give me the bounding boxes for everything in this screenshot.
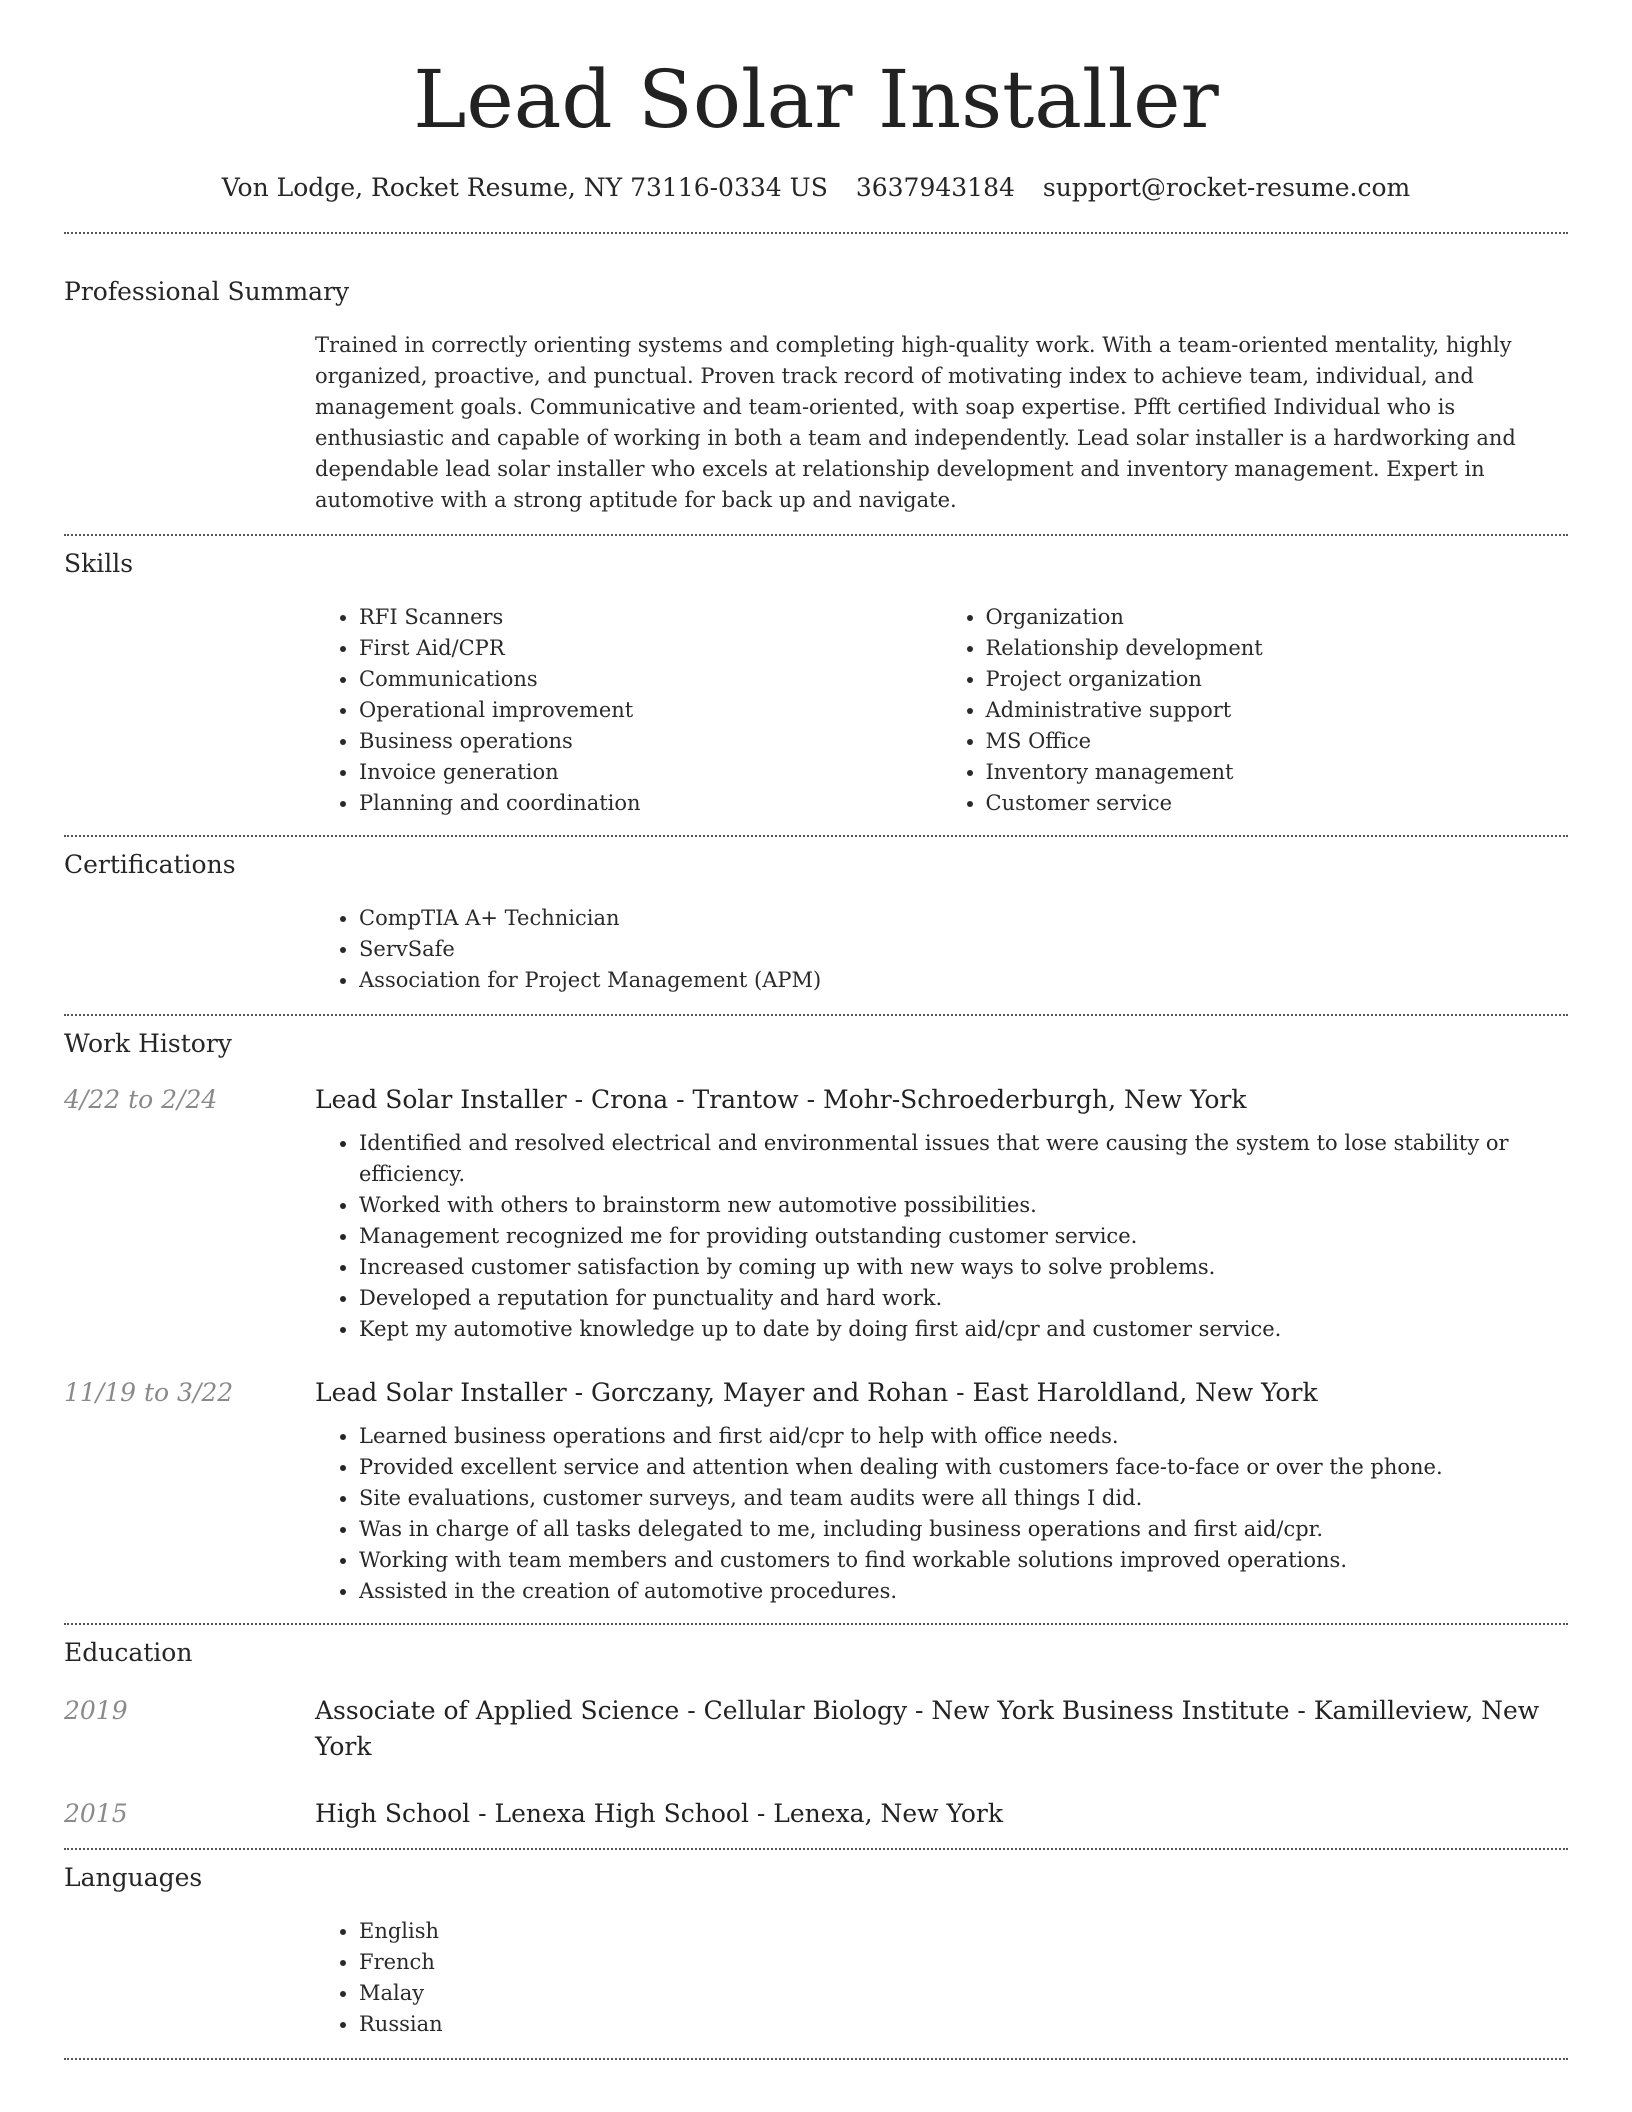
certifications-section <box>64 837 1568 1014</box>
list-item: • First Aid/CPR <box>359 633 942 664</box>
languages-section <box>64 1850 1568 2058</box>
education-year: 2015 <box>64 1799 128 1828</box>
summary-text: Trained in correctly orienting systems and completing high-quality work. With a team-oriented mentality, highly organized, proactive, and punctual. Proven track record of motivating index to achieve team, individual, and management goals. Communicative and team-oriented, with soap expertise. Pfft certified Individual who is enthusiastic and capable of working in both a team and independently. Lead solar installer is a hardworking and dependable lead solar installer who excels at relationship development and inventory management. Expert in automotive with a strong aptitude for back up and navigate. <box>315 333 1516 512</box>
list-item: • Management recognized me for providing outstanding customer service. <box>359 1221 1568 1252</box>
list-item: • Kept my automotive knowledge up to date by doing first aid/cpr and customer service. <box>359 1314 1568 1345</box>
job-dates: 11/19 to 3/22 <box>64 1378 234 1407</box>
list-item: • Was in charge of all tasks delegated to me, including business operations and first aid/cpr. <box>359 1514 1568 1545</box>
skills-section <box>64 536 1568 835</box>
job-heading: Lead Solar Installer - Gorczany, Mayer and Rohan - East Haroldland, New York <box>315 1378 1318 1407</box>
work-history-section <box>64 1016 1568 1623</box>
list-item: • French <box>359 1947 1568 1978</box>
list-item: • Inventory management <box>986 757 1569 788</box>
list-item: • ServSafe <box>359 934 1568 965</box>
contact-address: Von Lodge, Rocket Resume, NY 73116-0334 US <box>221 173 828 202</box>
education-heading: Associate of Applied Science - Cellular Biology - New York Business Institute - Kamilleview, New York <box>315 1696 1540 1761</box>
job-dates: 4/22 to 2/24 <box>64 1085 218 1114</box>
job-heading: Lead Solar Installer - Crona - Trantow - Mohr-Schroederburgh, New York <box>315 1085 1247 1114</box>
summary-section <box>64 234 1568 534</box>
education-heading: High School - Lenexa High School - Lenexa, New York <box>315 1799 1003 1828</box>
list-item: • Provided excellent service and attention when dealing with customers face-to-face or over the phone. <box>359 1452 1568 1483</box>
contact-line <box>64 168 1568 208</box>
list-item: • Identified and resolved electrical and environmental issues that were causing the system to lose stability or efficiency. <box>359 1128 1568 1190</box>
list-item: • Site evaluations, customer surveys, and team audits were all things I did. <box>359 1483 1568 1514</box>
list-item: • Association for Project Management (APM) <box>359 965 1568 996</box>
skills-list-left <box>315 602 942 819</box>
list-item: • Invoice generation <box>359 757 942 788</box>
list-item: • Customer service <box>986 788 1569 819</box>
list-item: • English <box>359 1916 1568 1947</box>
resume-name: Lead Solar Installer <box>413 53 1219 146</box>
section-title: Languages <box>64 1863 203 1892</box>
list-item: • Learned business operations and first aid/cpr to help with office needs. <box>359 1421 1568 1452</box>
list-item: • Planning and coordination <box>359 788 942 819</box>
list-item: • Increased customer satisfaction by coming up with new ways to solve problems. <box>359 1252 1568 1283</box>
list-item: • Developed a reputation for punctuality and hard work. <box>359 1283 1568 1314</box>
list-item: • Administrative support <box>986 695 1569 726</box>
list-item: • Worked with others to brainstorm new automotive possibilities. <box>359 1190 1568 1221</box>
skills-list-right <box>942 602 1569 819</box>
list-item: • RFI Scanners <box>359 602 942 633</box>
education-year: 2019 <box>64 1696 128 1725</box>
list-item: • Business operations <box>359 726 942 757</box>
job-bullets <box>315 1421 1568 1607</box>
job-bullets <box>315 1128 1568 1345</box>
section-title: Professional Summary <box>64 277 350 306</box>
list-item: • Malay <box>359 1978 1568 2009</box>
list-item: • MS Office <box>986 726 1569 757</box>
education-entry <box>64 1796 1568 1832</box>
list-item: • Organization <box>986 602 1569 633</box>
section-title: Certifications <box>64 850 236 879</box>
list-item: • Communications <box>359 664 942 695</box>
languages-list <box>315 1916 1568 2040</box>
divider <box>64 2058 1568 2060</box>
section-title: Work History <box>64 1029 232 1058</box>
list-item: • Operational improvement <box>359 695 942 726</box>
list-item: • Working with team members and customers to find workable solutions improved operations. <box>359 1545 1568 1576</box>
certifications-list <box>315 903 1568 996</box>
list-item: • Relationship development <box>986 633 1569 664</box>
education-section <box>64 1625 1568 1848</box>
section-title: Education <box>64 1638 193 1667</box>
list-item: • Assisted in the creation of automotive procedures. <box>359 1576 1568 1607</box>
contact-phone: 3637943184 <box>855 173 1015 202</box>
contact-email: support@rocket-resume.com <box>1042 173 1411 202</box>
list-item: • Project organization <box>986 664 1569 695</box>
job-entry <box>64 1375 1568 1607</box>
list-item: • CompTIA A+ Technician <box>359 903 1568 934</box>
list-item: • Russian <box>359 2009 1568 2040</box>
job-entry <box>64 1082 1568 1345</box>
education-entry <box>64 1693 1568 1765</box>
section-title: Skills <box>64 549 134 578</box>
